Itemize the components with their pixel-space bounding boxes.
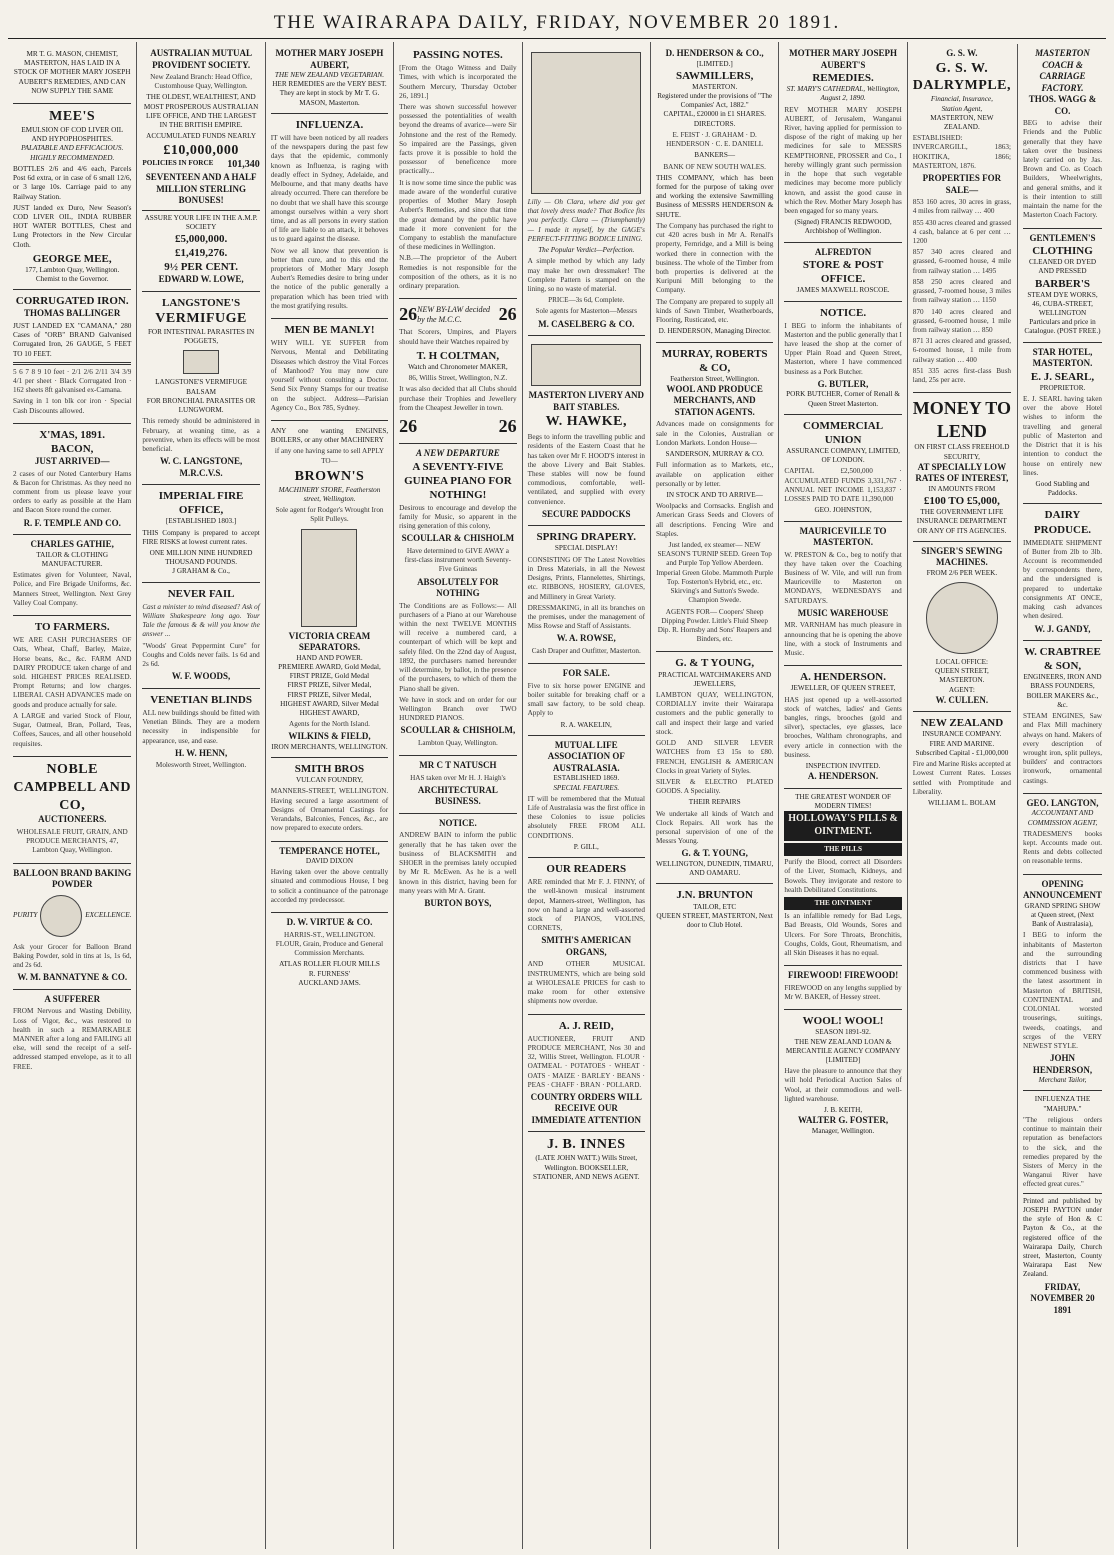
opening-title: OPENING ANNOUNCEMENT: [1023, 878, 1103, 901]
highest-award-2: HIGHEST AWARD,: [299, 708, 360, 717]
ad-ballinger: CORRUGATED IRON. THOMAS BALLINGER JUST LANDED EX "CAMANA," 280 Cases of "ORB" BRAND Galvanised Corrugated Iron, 26 GAUGE, 5 FEET TO 10 FEET. 5 6 7 8 9 10 feet · 2/1 2/6 2/11 3/4 3/9 4/1 per sheet · Black Corrugated Iron · 162 sheets 8ft galvanised ex-Camana. Saving in 1 ton blk cor iron · Special Cash Discounts allowed.: [13, 290, 131, 424]
ad-farmers: TO FARMERS. WE ARE CASH PURCHASERS OF Oats, Wheat, Chaff, Barley, Maize, Horse beans, &c., &c. FARM AND DAIRY PRODUCE taken charge of and sold. HIGHEST PRICES REALISED. Prompt Returns; and low charges. LIBERAL CASH ADVANCES made on goods and produce actually for sale. A LARGE and varied Stock of Flour, Sugar, Oatmeal, Bran, Pollard, Teas, Coffees, Sauces, and all other household requisites.: [13, 616, 131, 757]
keith-name: J. B. KEITH,: [823, 1106, 863, 1115]
mauriceville-title: MAURICEVILLE TO MASTERTON.: [799, 525, 887, 548]
henderson-registered: Registered under the provisions of "The Companies' Act, 1882.": [657, 92, 773, 110]
notice-title-7: NOTICE.: [819, 306, 867, 319]
henderson-masterton: MASTERTON.: [692, 82, 738, 91]
column-8a: [913, 44, 1011, 1547]
george-addr: 177, Lambton Quay, Wellington. Chemist to the Governor.: [25, 265, 120, 284]
ad-men: MEN BE MANLY! WHY WILL YE SUFFER from Nervous, Mental and Debilitating Diseases which destroy the Vital Forces of Manhood? You may now cure yourself without consulting a Doctor. Send Six Penny Stamps for our treatise on the subject. Address—Parisian Agency Co., Box 785, Sydney.: [271, 319, 388, 421]
temple-name: R. F. TEMPLE AND CO.: [23, 517, 121, 528]
steam-text: STEAM DYE WORKS,: [1027, 290, 1098, 299]
corset-caption: The Popular Verdict—Perfection.: [538, 246, 635, 255]
ad-holloway: THE GREATEST WONDER OF MODERN TIMES! HOLLOWAY'S PILLS & OINTMENT. THE PILLS Purify the Blood, correct all Disorders of the Liver, Stomach, Kidneys, and Bowels. They invigorate and restore to health Debilitated Constitutions. THE OINTMENT Is an infallible remedy for Bad Legs, Bad Breasts, Old Wounds, Sores and Ulcers. For Sore Throats, Bronchitis, Coughs, Colds, Gout, Rheumatism, and all Skin Diseases it has no equal.: [784, 789, 901, 966]
young-name-2: G. & T. YOUNG,: [681, 848, 748, 859]
ad-dalrymple: G. S. W. G. S. W. DALRYMPLE, Financial, Insurance, Station Agent, MASTERTON, NEW ZEALAND. ESTABLISHED: INVERCARGILL, 1863; HOKITIKA, 1866; MASTERTON, 1876. PROPERTIES FOR SALE— 853 160 acres, 30 acres in grass, 4 miles from railway … 400 855 430 acres cleared and grassed 4 cash, balance at 6 per cent … 1200 857 340 acres cleared and grassed, 6-roomed house, 4 mile from railway station … 1495 858 250 acres cleared and grassed, 7-roomed house, 3 miles from railway station … 1150 870 140 acres cleared and grassed, 6-roomed house, 1 mile from railway station … 850 871 31 acres cleared and grassed, 6-roomed house, 1 mile from railway station … 400 851 335 acres first-class Bush land, 25s per acre.: [913, 44, 1011, 393]
barbers-name: BARBER'S: [1034, 277, 1091, 290]
henderson-capital: CAPITAL, £20000 in £1 SHARES.: [663, 110, 766, 119]
wilkins-sub: IRON MERCHANTS, WELLINGTON.: [271, 742, 388, 751]
atlas-mills: ATLAS ROLLER FLOUR MILLS: [279, 960, 380, 969]
wagg-name: THOS. WAGG & CO.: [1028, 94, 1097, 116]
mees-title: MEE'S: [49, 109, 96, 125]
scoullar-name: SCOULLAR & CHISHOLM: [401, 533, 515, 544]
scoullar-name-2: SCOULLAR & CHISHOLM,: [400, 725, 516, 736]
wilkins-name: WILKINS & FIELD,: [288, 731, 371, 742]
ad-star: STAR HOTEL, MASTERTON. E. J. SEARL, PROPRIETOR. E. J. SEARL having taken over the above Hotel wishes to inform the travelling and general public of Masterton and the District that it is his intention to conduct the house on entirely new lines. Good Stabling and Paddocks.: [1023, 343, 1102, 505]
ad-readers: OUR READERS ARE reminded that Mr F. J. FINNY, of the well-known musical instrument depot, Manners-street, Wellington, has now on hand a large and well-assorted stock of PIANOS, VIOLINS, CORNETS, SMITH'S AMERICAN ORGANS, AND OTHER MUSICAL INSTRUMENTS, which are being sold at WHOLESALE PRICES for cash to make room for other extensive shipments now overdue.: [528, 858, 645, 1015]
ad-dairy: DAIRY PRODUCE. IMMEDIATE SHIPMENT of Butter from 2lb to 3lb. Account is recommended by correspondents there, and the undersigned is prepared to undertake consignments AT ONCE, making cash advances when desired. W. J. GANDY,: [1023, 504, 1102, 641]
ad-young: G. & T YOUNG, PRACTICAL WATCHMAKERS AND JEWELLERS, LAMBTON QUAY, WELLINGTON, CORDIALLY invite their Wairarapa customers and the public generally to call and inspect their large and varied stock. GOLD AND SILVER LEVER WATCHES from £3 15s to £80. FRENCH, ENGLISH & AMERICAN Clocks in great Variety of Styles. SILVER & ELECTRO PLATED GOODS. A Speciality. THEIR REPAIRS We undertake all kinds of Watch and Clock Repairs. All work has the personal supervision of one of the Messrs Young. G. & T. YOUNG, WELLINGTON, DUNEDIN, TIMARU, AND OAMARU.: [656, 652, 773, 884]
ad-virtue: D. W. VIRTUE & CO. HARRIS-ST., WELLINGTON. FLOUR, Grain, Produce and General Commission Merchants. ATLAS ROLLER FLOUR MILLS R. FURNESS' AUCKLAND JAMS.: [271, 913, 388, 993]
murray-sub: Featherston Street, Wellington.: [670, 374, 760, 383]
singers-local: LOCAL OFFICE:: [935, 658, 988, 666]
column-4: [393, 42, 521, 1549]
natusch-name: MR C T NATUSCH: [419, 760, 497, 771]
john-henderson-name: JOHN HENDERSON,: [1032, 1053, 1093, 1075]
ad-sufferer: A SUFFERER FROM Nervous and Wasting Debility, Loss of Vigor, &c., was restored to health in such a REMARKABLE MANNER after a long and FAILING all else, will send the receipt of a self-addressed stamped envelope, as it to all FREE.: [13, 993, 132, 1071]
johnston-name: GEO. JOHNSTON,: [814, 506, 872, 515]
printed-text: Printed and published by JOSEPH PAYTON under the style of Hon & C Payton & Co., at the registered office of the Wairarapa Daily, Church street, Masterton, County Wairarapa East New Zealand.: [1023, 1196, 1102, 1279]
temperance-title: TEMPERANCE HOTEL,: [279, 845, 380, 856]
masthead: [8, 8, 1106, 39]
brunton-addr: QUEEN STREET, MASTERTON, Next door to Club Hotel.: [656, 911, 773, 929]
langton-sub: ACCOUNTANT AND COMMISSION AGENT,: [1027, 809, 1098, 827]
venetian-title: VENETIAN BLINDS: [150, 693, 252, 706]
codliver-text: JUST landed ex Duro, New Season's COD LIVER OIL, INDIA RUBBER HOT WATER BOTTLES, Chest and Lung Protectors in the New Circular Cloth.: [13, 203, 132, 249]
aubert-body: HER REMEDIES are the VERY BEST.: [272, 80, 387, 89]
ad-influenza: INFLUENZA. IT will have been noticed by all readers of the newspapers during the past few days that the epidemic, commonly known as Influenza, is raging with deadly effect in Sydney, Adelaide, and Melbourne, and that many deaths have already occurred. There can therefore be no doubt that we shall have this scourge amongst ourselves within a very short time, and as all persons in every station of life are liable to an attack, it behoves us to guard against the disease. Now we all know that prevention is better than cure, and to this end the proprietors of Mother Mary Joseph Aubert's Remedies desire to bring under the notice of the public generally a preparation which has been tried with the most gratifying results.: [271, 114, 388, 319]
expenses-rate: 9½ PER CENT.: [164, 261, 238, 274]
ad-commercial: COMMERCIAL UNION ASSURANCE COMPANY, LIMITED, OF LONDON. CAPITAL £2,500,000 · ACCUMULATED FUNDS 3,331,767 · ANNUAL NET INCOME 1,153,837 · LOSSES PAID TO DATE 11,390,000 GEO. JOHNSTON,: [784, 415, 901, 522]
mutual-features: SPECIAL FEATURES.: [553, 783, 620, 792]
assure-text: ASSURE YOUR LIFE IN THE A.M.P. SOCIETY: [144, 213, 258, 232]
ad-noble: NOBLE CAMPBELL AND CO, AUCTIONEERS. WHOLESALE FRUIT, GRAIN, AND PRODUCE MERCHANTS, 47, Lambton Quay, Wellington.: [13, 757, 131, 864]
ad-engines: ANY one wanting ENGINES, BOILERS, or any other MACHINERY if any one having same to sell APPLY TO— BROWN'S MACHINERY STORE, Featherston street, Wellington. Sole agent for Rodger's Wrought Iron Split Pulleys. VICTORIA CREAM SEPARATORS. HAND AND POWER. PREMIERE AWARD, Gold Medal, FIRST PRIZE, Gold Medal FIRST PRIZE, Silver Medal, FIRST PRIZE, Silver Medal, HIGHEST AWARD, Silver Medal HIGHEST AWARD, Agents for the North Island. WILKINS & FIELD, IRON MERCHANTS, WELLINGTON.: [271, 421, 388, 758]
bolam-name: WILLIAM L. BOLAM: [928, 799, 996, 807]
nz-ins-sub: INSURANCE COMPANY.: [922, 730, 1002, 739]
fire-text: THIS Company is prepared to accept FIRE RISKS at lowest current rates.: [142, 528, 260, 546]
mees-body: BOTTLES 2/6 and 4/6 each, Parcels Post 6d extra, or in case of 6 small 12/6, or 3 large 10s. Carriage paid to any Railway Station.: [13, 164, 132, 201]
forsale-title: FOR SALE.: [562, 668, 610, 679]
excellence-label: EXCELLENCE.: [85, 911, 132, 920]
bonuses-title: SEVENTEEN AND A HALF MILLION STERLING BONUSES!: [145, 172, 257, 206]
gathie-name: CHARLES GATHIE,: [30, 539, 114, 550]
ad-xmas: X'MAS, 1891. BACON, JUST ARRIVED— 2 cases of our Noted Canterbury Hams & Bacon for Christmas. As they need no comment from us please leave your orders to early as possible at the Ham and Bacon Store round the corner. R. F. TEMPLE AND CO.: [13, 424, 131, 535]
virtue-name: D. W. VIRTUE & CO.: [286, 917, 373, 928]
money-range: £100 TO £5,000,: [923, 495, 1000, 508]
butler-sub: PORK BUTCHER, Corner of Renall & Queen Street Masterton.: [786, 390, 900, 408]
ten-million: £10,000,000: [163, 142, 239, 158]
commercial-sub: ASSURANCE COMPANY, LIMITED, OF LONDON.: [786, 447, 900, 465]
murray-name: MURRAY, ROBERTS & CO,: [661, 347, 768, 374]
balsam-text: LANGSTONE'S VERMIFUGE BALSAM: [155, 378, 248, 396]
ad-amp: AUSTRALIAN MUTUAL PROVIDENT SOCIETY. New Zealand Branch: Head Office, Customhouse Quay, Wellington. THE OLDEST, WEALTHIEST, AND MOST PROSPEROUS AUSTRALIAN LIFE OFFICE, AND THE LARGEST IN THE BRITISH EMPIRE. ACCUMULATED FUNDS NEARLY £10,000,000 POLICIES IN FORCE 101,340 SEVENTEEN AND A HALF MILLION STERLING BONUSES! ASSURE YOUR LIFE IN THE A.M.P. SOCIETY £5,000,000. £1,419,276. 9½ PER CENT. EDWARD W. LOWE,: [142, 44, 259, 292]
hawke-name: W. HAWKE,: [545, 414, 627, 430]
lowe-name: EDWARD W. LOWE,: [158, 274, 244, 285]
ad-forsale: FOR SALE. Five to six horse power ENGINE and boiler suitable for breaking chaff or a small saw factory, to be sold cheap. Apply to R. A. WAKELIN,: [528, 664, 645, 736]
dairy-title: DAIRY PRODUCE.: [1033, 509, 1092, 536]
first-prize-2: FIRST PRIZE, Silver Medal,: [287, 681, 372, 690]
searl-name: E. J. SEARL,: [1030, 370, 1095, 383]
column-2: [136, 42, 264, 1549]
wakelin-name: R. A. WAKELIN,: [560, 720, 612, 729]
dalrymple-masterton: MASTERTON, NEW ZEALAND.: [930, 113, 994, 131]
ad-influenza-9: INFLUENZA THE "MAHUPA." "The religious orders continue to maintain their reputation as benefactors to the sick, and the remedies prepared by the Sisters of Mercy in the Wanganui River have effected great cures." Printed and published by JOSEPH PAYTON under the style of Hon & C Payton & Co., at the registered office of the Wairarapa Daily, Church street, Masterton, County Wairarapa East New Zealand. FRIDAY, NOVEMBER 20 1891: [1023, 1095, 1102, 1315]
ad-passing: PASSING NOTES. [From the Otago Witness and Daily Times, with which is incorporated the Southern Mercury, Thursday October 26, 1891.] There was shown successful however possessed the potentialities of wealth beyond the dreams of avarice—were Sir Johnstone and the rest of the Remedy. So impaired are the Passings, given facts prove it is possible to hold the possessor of beneficence more practically... It is now some time since the public was made aware of the wonderful curative properties of Mother Mary Joseph Aubert's Remedies, and since that time the great demand by the public have made it more convenient for the Company to establish the manufacture of these medicines in Wellington. N.B.—The proprietor of the Aubert Remedies is not responsible for the composition of the others, as it is no ordinary preparation.: [399, 44, 516, 299]
inspection-text: INSPECTION INVITED.: [805, 762, 881, 771]
noble-sub: AUCTIONEERS.: [38, 814, 107, 825]
brunton-sub: TAILOR, ETC: [693, 902, 737, 911]
store-title: STORE & POST OFFICE.: [802, 259, 884, 286]
gentlemen-title: GENTLEMEN'S: [1029, 232, 1096, 243]
ad-langstone: LANGSTONE'S VERMIFUGE FOR INTESTINAL PARASITES IN POGGETS, LANGSTONE'S VERMIFUGE BALSAM FOR BRONCHIAL PARASITES OR LUNGWORM. This remedy should be administered in February, at weaning time, as a preventive, when its effects will be most beneficial. W. C. LANGSTONE, M.R.C.V.S.: [142, 292, 259, 485]
just-arrived: JUST ARRIVED—: [34, 456, 110, 467]
money-rates: AT SPECIALLY LOW RATES OF INTEREST,: [915, 461, 1009, 484]
men-title: MEN BE MANLY!: [284, 324, 375, 337]
young-sub: PRACTICAL WATCHMAKERS AND JEWELLERS,: [658, 670, 772, 688]
column-8: [907, 42, 1106, 1549]
ad-mutual: MUTUAL LIFE ASSOCIATION OF AUSTRALASIA. ESTABLISHED 1869. SPECIAL FEATURES. IT will be remembered that the Mutual Life of Australasia was the first office in these Colonies to issue policies absolutely FREE FROM ALL CONDITIONS. P. GILL,: [528, 736, 645, 858]
browns-sub: MACHINERY STORE, Featherston street, Wellington.: [278, 485, 381, 503]
passing-title: PASSING NOTES.: [413, 49, 503, 61]
column-5: [522, 42, 650, 1549]
cleaned-text: CLEANED OR DYED AND PRESSED: [1028, 258, 1097, 276]
in-stock: IN STOCK AND TO ARRIVE—: [666, 490, 763, 499]
mason-text: MR T. G. MASON, CHEMIST, MASTERTON, HAS LAID IN A STOCK OF MOTHER MARY JOSEPH AUBERT'S REMEDIES, AND CAN NOW SUPPLY THE SAME: [13, 50, 131, 95]
by-law-num-right: 26: [498, 304, 517, 325]
murray-wool: WOOL AND PRODUCE MERCHANTS, AND STATION AGENTS.: [666, 383, 763, 417]
newspaper-title: THE WAIRARAPA DAILY, FRIDAY, NOVEMBER 20 1891.: [273, 12, 841, 33]
henderson-ltd: [LIMITED.]: [696, 59, 733, 68]
column-3: [265, 42, 393, 1549]
ad-smith: SMITH BROS VULCAN FOUNDRY, MANNERS-STREET, WELLINGTON. Having secured a large assortment of Designs of Ornamental Castings for Verandahs, Balconies, Fences, &c., are now prepared to execute orders.: [271, 758, 388, 841]
aubert-title: MOTHER MARY JOSEPH AUBERT,: [275, 48, 384, 70]
influenza-title: INFLUENZA.: [295, 118, 364, 131]
coltman-name: T. H COLTMAN,: [416, 349, 500, 362]
ad-mason: [13, 44, 131, 104]
george-mee: GEORGE MEE,: [32, 252, 112, 265]
money-title: MONEY TO LEND: [912, 398, 1011, 442]
issue-date: FRIDAY, NOVEMBER 20 1891: [1030, 1281, 1095, 1315]
browns-title: BROWN'S: [294, 468, 365, 484]
young-name: G. & T YOUNG,: [675, 657, 755, 670]
five-million: £5,000,000.: [174, 233, 228, 246]
ballinger-name: THOMAS BALLINGER: [24, 308, 121, 319]
langstone-title: LANGSTONE'S: [162, 297, 241, 309]
holloway-hd: THE GREATEST WONDER OF MODERN TIMES!: [795, 792, 891, 811]
dalrymple-name: G. S. W. DALRYMPLE,: [912, 60, 1011, 94]
ad-nz-insurance: NEW ZEALAND INSURANCE COMPANY. FIRE AND MARINE. Subscribed Capital - £1,000,000 Fire and Marine Risks accepted at Lowest Current Rates. Losses settled with Promptitude and Liberality. WILLIAM L. BOLAM: [912, 717, 1011, 807]
ad-venetian: VENETIAN BLINDS ALL new buildings should be fitted with Venetian Blinds. They are a modern necessity in indispensible for appearance, use, and ease. H. W. HENN, Molesworth Street, Wellington.: [142, 693, 260, 770]
crabtree-name: W. CRABTREE & SON,: [1024, 646, 1101, 673]
seventy-title: A SEVENTY-FIVE GUINEA PIANO FOR NOTHING!: [404, 460, 512, 501]
country-orders: COUNTRY ORDERS WILL RECEIVE OUR IMMEDIATE ATTENTION: [530, 1091, 642, 1125]
paddocks-title: SECURE PADDOCKS: [541, 508, 631, 519]
young-addr: WELLINGTON, DUNEDIN, TIMARU, AND OAMARU.: [656, 859, 774, 878]
accumulated: ACCUMULATED FUNDS NEARLY: [146, 132, 257, 141]
balloon-logo: [40, 895, 82, 937]
by-law-text: NEW BY-LAW decided by the M.C.C.: [417, 304, 491, 324]
ad-barbers: [1023, 229, 1102, 343]
ad-piano: A NEW DEPARTURE A SEVENTY-FIVE GUINEA PIANO FOR NOTHING! Desirous to encourage and develop the family for Music, so apparent in the rising generation of this colony, SCOULLAR & CHISHOLM Have determined to GIVE AWAY a first-class instrument worth Seventy-Five Guineas ABSOLUTELY FOR NOTHING The Conditions are as Follows:— All purchasers of a Piano at our Warehouse within the next TWELVE MONTHS will receive a numbered card, a counterpart of which will be kept and safely filed. On the 22nd day of August, 1892, the purchasers named hereunder will determine, by ballot, in the presence of the purchasers, to which of them the Piano shall be given. We have in stock and on order for our Wellington Branch over TWO HUNDRED PIANOS. SCOULLAR & CHISHOLM, Lambton Quay, Wellington.: [399, 444, 516, 756]
ad-natusch: MR C T NATUSCH HAS taken over Mr H. J. Haigh's ARCHITECTURAL BUSINESS.: [399, 756, 516, 814]
ad-coach: MASTERTON COACH & CARRIAGE FACTORY. THOS. WAGG & CO. BEG to advise their Friends and the Public generally that they have taken over the business lately carried on by Jas. Brown and Co. as Coach Builders, Wheelwrights, and general smiths, and it is their intention to still maintain the name for the Masterton Coach Factory.: [1023, 44, 1102, 229]
dalrymple-initials: G. S. W.: [946, 48, 978, 58]
never-fail-title: NEVER FAIL: [167, 587, 235, 600]
a-henderson-name: A. HENDERSON.: [800, 671, 886, 684]
henderson-directors: DIRECTORS.: [693, 119, 736, 128]
dalrymple-station: Station Agent,: [941, 104, 983, 113]
lungworm-text: FOR BRONCHIAL PARASITES OR LUNGWORM.: [146, 396, 256, 415]
engines-text: ANY one wanting ENGINES, BOILERS, or any other MACHINERY: [270, 426, 389, 445]
remedies-title: REMEDIES.: [812, 72, 874, 85]
star-title: STAR HOTEL, MASTERTON.: [1032, 346, 1093, 369]
wellington-text: WELLINGTON: [1038, 309, 1087, 318]
ad-langton: GEO. LANGTON, ACCOUNTANT AND COMMISSION AGENT, TRADESMEN'S books kept. Accounts made out. Rents and debts collected on reasonable terms.: [1023, 794, 1102, 875]
ad-firewood: FIREWOOD! FIREWOOD! FIREWOOD on any lengths supplied by Mr W. BAKER, of Hessey street.: [784, 966, 901, 1010]
singer-logo: [926, 582, 998, 654]
firewood-title: FIREWOOD! FIREWOOD!: [787, 970, 899, 981]
repairs-title: THEIR REPAIRS: [688, 798, 741, 807]
rowse-name: W. A. ROWSE,: [556, 633, 616, 644]
xmas-title: X'MAS, 1891.: [39, 428, 106, 441]
premiere-award: PREMIERE AWARD, Gold Medal,: [278, 662, 381, 671]
stabling-text: Good Stabling and Paddocks.: [1035, 480, 1090, 498]
ballinger-body: JUST LANDED EX "CAMANA," 280 Cases of "ORB" BRAND Galvanised Corrugated Iron, 26 GAUGE, 5 FEET TO 10 FEET.: [13, 321, 132, 358]
influenza-9-title: INFLUENZA THE "MAHUPA.": [1034, 1095, 1091, 1113]
searl-proprietor: PROPRIETOR.: [1039, 383, 1086, 392]
highest-award-1: HIGHEST AWARD, Silver Medal: [280, 699, 379, 708]
departure-title: A NEW DEPARTURE: [416, 448, 500, 458]
vermifuge-title: VERMIFUGE: [155, 311, 247, 327]
singers-title: SINGER'S SEWING: [921, 545, 1003, 556]
column-6: [650, 42, 778, 1549]
ad-reid: A. J. REID, AUCTIONEER, FRUIT AND PRODUCE MERCHANT, Nos 30 and 32, Willis Street, Wellington. FLOUR · OATMEAL · POTATOES · WHEAT · OATS · MAIZE · BARLEY · BEANS · PEAS · CHAFF · BRAN · POLLARD. COUNTRY ORDERS WILL RECEIVE OUR IMMEDIATE ATTENTION: [528, 1015, 645, 1133]
foster-name: WALTER G. FOSTER,: [797, 1115, 889, 1126]
furness-name: R. FURNESS': [308, 969, 351, 978]
mutual-title: MUTUAL LIFE ASSOCIATION OF AUSTRALASIA.: [547, 739, 625, 773]
sufferer-title: A SUFFERER: [44, 993, 101, 1004]
dalrymple-financial: Financial, Insurance,: [930, 95, 993, 104]
ad-singers: [913, 542, 1011, 713]
vet-name: W. C. LANGSTONE, M.R.C.V.S.: [159, 456, 243, 478]
prices-text: Particulars and price in Catalogue. (POST FREE.): [1024, 318, 1101, 336]
wool-title: WOOL! WOOL!: [802, 1015, 884, 1028]
hand-power: HAND AND POWER.: [296, 653, 363, 662]
ad-opening: OPENING ANNOUNCEMENT GRAND SPRING SHOW at Queen street, (Next Bank of Australasia), I BEG to inform the inhabitants of Masterton and the surrounding districts that I have commenced business with the latest assortment in Masterton of BRITISH, CONTINENTAL and COLONIAL worsted trouserings, suitings, tweeds, coatings, and scrges of the VERY NEWEST STYLE. JOHN HENDERSON, Merchant Tailor,: [1023, 875, 1102, 1092]
sawmillers-title: SAWMILLERS,: [676, 69, 754, 82]
amp-sub: THE OLDEST, WEALTHIEST, AND MOST PROSPEROUS AUSTRALIAN LIFE OFFICE, AND THE LARGEST IN THE BRITISH EMPIRE.: [143, 93, 259, 130]
first-prize-3: FIRST PRIZE, Silver Medal,: [287, 690, 372, 699]
ad-murray: MURRAY, ROBERTS & CO, Featherston Street, Wellington. WOOL AND PRODUCE MERCHANTS, AND STATION AGENTS. Advances made on consignments for sale in the Colonies, Australian or London Markets. London House— SANDERSON, MURRAY & CO. Full information as to Markets, etc., available on application either personally or by letter. IN STOCK AND TO ARRIVE— Woolpacks and Cornsacks. English and American Grass Seeds and Clovers of all descriptions. Fencing Wire and Staples. Just landed, ex steamer— NEW SEASON'S TURNIP SEED. Green Top and Purple Top Yellow Aberdeen. Imperial Green Globe. Mammoth Purple Top. Fosterton's Hybrid, etc., etc. Skirving's and Sutton's Swede. Champion Swede. AGENTS FOR— Coopers' Sheep Dipping Powder. Little's Fluid Sheep Dip. R. Hornsby and Sons' Reapers and Binders, etc.: [656, 343, 773, 653]
ad-imperial: [142, 485, 259, 582]
by-law-num-right-2: 26: [498, 415, 517, 436]
ad-balloon: BALLOON BRAND BAKING POWDER PURITY EXCELLENCE. Ask your Grocer for Balloon Brand Baking Powder, sold in tins at 1s, 1s 6d, and 2s 6d. W. M. BANNATYNE & CO.: [13, 864, 131, 990]
subscribed-capital: Subscribed Capital - £1,000,000: [915, 748, 1009, 757]
roscoe-name: JAMES MAXWELL ROSCOE.: [796, 286, 890, 295]
alfredton-title: ALFREDTON: [814, 246, 872, 257]
columns: [8, 42, 1106, 1549]
money-freehold: ON FIRST CLASS FREEHOLD SECURITY,: [914, 443, 1010, 461]
burton-name: BURTON BOYS,: [424, 898, 492, 908]
bannatyne-name: W. M. BANNATYNE & CO.: [17, 972, 128, 983]
reid-name: A. J. REID,: [558, 1019, 614, 1032]
graham-name: J GRAHAM & Co.,: [172, 567, 230, 576]
brunton-name: J.N. BRUNTON: [676, 889, 753, 902]
grand-text: GRAND SPRING SHOW at Queen street, (Next Bank of Australasia),: [1024, 901, 1101, 929]
special-display: SPECIAL DISPLAY!: [554, 544, 618, 553]
livery-title: MASTERTON LIVERY AND BAIT STABLES.: [528, 390, 644, 412]
victoria-title: VICTORIA CREAM SEPARATORS.: [288, 630, 371, 653]
ad-henderson: D. HENDERSON & CO., [LIMITED.] SAWMILLERS, MASTERTON. Registered under the provisions of "The Companies' Act, 1882." CAPITAL, £20000 in £1 SHARES. DIRECTORS. E. FEIST · J. GRAHAM · D. HENDERSON · C. E. DANIELL BANKERS— BANK OF NEW SOUTH WALES. THIS COMPANY, which has been formed for the purpose of taking over and working the extensive Sawmilling Business of MESSRS HENDERSON & SHUTE. The Company has purchased the right to cut 420 acres bush in Mr A. Renall's property, Fernridge, and a Mill is being worked there in connection with the business. The whole of the Timber from both properties is delivered at the Kuripuni Mill belonging to the Company. The Company are prepared to supply all kinds of Sawn Timber, Weatherboards, Flooring, Rusticated, etc. D. HENDERSON, Managing Director.: [656, 44, 773, 343]
cuba-text: 46, CUBA-STREET,: [1032, 299, 1093, 308]
gandy-name: W. J. GANDY,: [1034, 623, 1091, 634]
bacon-title: BACON,: [50, 443, 94, 455]
column-1: [8, 42, 136, 1549]
mees-tag: PALATABLE AND EFFICACIOUS. HIGHLY RECOMMENDED.: [21, 144, 124, 162]
aubert-stock: They are kept in stock by Mr T. G. MASON, Masterton.: [279, 89, 380, 107]
absolutely-title: ABSOLUTELY FOR NOTHING: [417, 576, 499, 599]
butler-name: G. BUTLER,: [817, 378, 869, 389]
ad-a-henderson: A. HENDERSON. JEWELLER, OF QUEEN STREET, HAS just opened up a well-assorted stock of watches, ladies' and Gents bangles, rings, brooches (gold and silver), spectacles, eye glasses, lace brooches, Waltham chronographs, and every article in connection with the business. INSPECTION INVITED. A. HENDERSON.: [784, 666, 901, 789]
column-8b: [1017, 44, 1106, 1547]
money-amounts: IN AMOUNTS FROM: [928, 484, 996, 493]
jeweller-sub: JEWELLER, OF QUEEN STREET,: [790, 684, 896, 693]
ad-coltman: 26 NEW BY-LAW decided by the M.C.C. 26 That Scorers, Umpires, and Players should have their Watches repaired by T. H COLTMAN, Watch and Chronometer MAKER, 86, Willis Street, Wellington, N.Z. It was also decided that all Clubs should purchase their Trophies and Jewellery from the Cheapest Jeweller in town. 26 26: [399, 299, 516, 444]
coach-illustration: [531, 344, 641, 386]
purity-label: PURITY: [13, 911, 38, 920]
smith-sub: VULCAN FOUNDRY,: [295, 776, 363, 785]
imperial-est: [ESTABLISHED 1803.]: [165, 517, 237, 526]
a-henderson-name-2: A. HENDERSON.: [807, 771, 879, 782]
amp-title: AUSTRALIAN MUTUAL PROVIDENT SOCIETY.: [150, 48, 252, 70]
holloway-title: HOLLOWAY'S PILLS & OINTMENT.: [784, 811, 901, 841]
henderson-name: D. HENDERSON & CO.,: [665, 48, 764, 58]
architectural-title: ARCHITECTURAL BUSINESS.: [417, 784, 498, 807]
column-7: [778, 42, 906, 1549]
henderson-managing: D. HENDERSON, Managing Director.: [658, 327, 771, 336]
noble-name: NOBLE CAMPBELL AND CO,: [13, 761, 131, 813]
policies-label: POLICIES IN FORCE: [142, 159, 214, 168]
clothing-title: CLOTHING: [1032, 245, 1093, 258]
music-warehouse: MUSIC WAREHOUSE: [797, 607, 889, 618]
ad-crabtree: W. CRABTREE & SON, ENGINEERS, IRON AND BRASS FOUNDERS, BOILER MAKERS &c., &c. STEAM ENGINES, Saw and Flax Mill machinery always on hand. Makers of every description of wrought iron, split pulleys, builders' and contractors ironwork, ornamental castings.: [1023, 641, 1102, 794]
new-business: £1,419,276.: [174, 247, 228, 260]
sheep-image: [183, 350, 219, 374]
commercial-title: COMMERCIAL UNION: [803, 419, 884, 446]
smith-title: SMITH BROS: [294, 763, 365, 776]
aubert-sub: THE NEW ZEALAND VEGETARIAN.: [274, 71, 385, 80]
henn-name: H. W. HENN,: [174, 747, 228, 758]
langton-name: GEO. LANGTON,: [1026, 797, 1099, 808]
foster-sub: Manager, Wellington.: [811, 1126, 875, 1135]
gathie-sub: TAILOR & CLOTHING MANUFACTURER.: [36, 550, 109, 568]
ad-hawke: MASTERTON LIVERY AND BAIT STABLES. W. HAWKE, Begs to inform the travelling public and residents of the Eastern Coast that he has taken over Mr F. HOOD'S interest in the above Livery and Bait Stables. These stables will now be found commodious, comfortable, well-ventilated, and supplied with every convenience. SECURE PADDOCKS: [528, 336, 645, 526]
fire-marine: FIRE AND MARINE.: [929, 739, 995, 748]
imperial-capital: ONE MILLION NINE HUNDRED THOUSAND POUNDS.: [149, 549, 253, 567]
ad-corset: Lilly — Oh Clara, where did you get that lovely dress made? That Bodice fits you perfectly. Clara — (Triumphantly) — I made it myself, by the GAGE's PERFECT-FITTING BODICE LINING. The Popular Verdict—Perfection. A simple method by which any lady may make her own dressmaker! The Complete Pattern is stamped on the lining, so no waste of material. PRICE—3s 6d, Complete. Sole agents for Masterton—Messrs M. CASELBERG & CO.: [528, 44, 645, 336]
season-text: SEASON 1891-92.: [815, 1028, 871, 1037]
coach-title: MASTERTON COACH & CARRIAGE FACTORY.: [1035, 48, 1090, 93]
ad-never-fail: NEVER FAIL Cast a minister to mind diseased? Ask of William Shakespeare long ago. Your Tale the famous & & will you know the answer ... "Woods' Great Peppermint Cure" for Coughs and Colds never fails. 1s 6d and 2s 6d. W. F. WOODS,: [142, 583, 259, 689]
money-govt: THE GOVERNMENT LIFE INSURANCE DEPARTMENT: [916, 508, 1007, 526]
corset-illustration: [531, 52, 641, 194]
crabtree-engineers: ENGINEERS, IRON AND BRASS FOUNDERS, BOILER MAKERS &c., &c.: [1023, 673, 1102, 709]
ad-alfredton: [784, 243, 901, 302]
ad-mauriceville: MAURICEVILLE TO MASTERTON. W. PRESTON & Co., beg to notify that they have taken over the Coaching Business of W. Vile, and will run from Mauriceville to Masterton on MONDAYS, WEDNESDAYS and SATURDAYS. MUSIC WAREHOUSE MR. VARNHAM has much pleasure in announcing that he is opening the above line, with a stock of Instruments and Music.: [784, 522, 901, 667]
readers-title: OUR READERS: [546, 863, 627, 876]
ad-brunton: [656, 884, 773, 935]
organs-title: SMITH'S AMERICAN ORGANS,: [541, 935, 632, 957]
imperial-title: IMPERIAL FIRE OFFICE,: [158, 490, 244, 517]
redwood-sign: (Signed) FRANCIS REDWOOD, Archbishop of Wellington.: [794, 218, 892, 236]
merchant-tailor: Merchant Tailor,: [1038, 1076, 1087, 1085]
woods-name: W. F. WOODS,: [171, 671, 231, 682]
singers-machines: MACHINES.: [936, 557, 988, 568]
henderson-company: THIS COMPANY, which has been formed for the purpose of taking over and working the extensive Sawmilling Business of MESSRS HENDERSON & SHUTE.: [655, 173, 774, 219]
ad-mees: [13, 104, 131, 290]
money-agencies: OR ANY OF ITS AGENCIES.: [917, 526, 1007, 535]
notice-title-4: NOTICE.: [438, 817, 477, 828]
ad-gathie: CHARLES GATHIE, TAILOR & CLOTHING MANUFACTURER. Estimates given for Volunteer, Naval, Police, and Fire Brigade Uniforms, &c. Manners Street, Wellington. Next Grey Valley Coal Company.: [13, 535, 131, 616]
ad-innes: [528, 1132, 645, 1187]
sanderson-name: SANDERSON, MURRAY & CO.: [665, 450, 764, 459]
first-prize-1: FIRST PRIZE, Gold Medal: [289, 672, 370, 681]
balloon-title: BALLOON BRAND BAKING POWDER: [13, 867, 132, 890]
policies-num: 101,340: [227, 159, 260, 171]
mees-sub: EMULSION OF COD LIVER OIL AND HYPOPHOSPHITES.: [21, 126, 124, 144]
auckland-jams: AUCKLAND JAMS.: [298, 978, 361, 987]
ad-temperance: TEMPERANCE HOTEL, DAVID DIXON Having taken over the above centrally situated and commodious House, I beg to solicit a continuance of the patronage accorded my predecessor.: [271, 842, 388, 914]
farmers-title: TO FARMERS.: [34, 621, 110, 634]
ad-aubert: [271, 44, 388, 114]
henderson-bankers: BANKERS—: [694, 151, 736, 160]
ad-money: [913, 393, 1011, 541]
singers-agent: AGENT:: [948, 685, 975, 694]
singers-queen: QUEEN STREET, MASTERTON.: [935, 667, 989, 685]
nz-loan-title: THE NEW ZEALAND LOAN & MERCANTILE AGENCY COMPANY [LIMITED]: [785, 1037, 901, 1064]
by-law-num-left-2: 26: [399, 415, 418, 436]
caselberg-name: M. CASELBERG & CO.: [538, 318, 635, 329]
mutual-established: ESTABLISHED 1869.: [553, 774, 620, 783]
ad-wool: WOOL! WOOL! SEASON 1891-92. THE NEW ZEALAND LOAN & MERCANTILE AGENCY COMPANY [LIMITED] Have the pleasure to announce that they will hold Periodical Auction Sales of Wool, at their commodious and well-lighted warehouse. J. B. KEITH, WALTER G. FOSTER, Manager, Wellington.: [784, 1015, 902, 1135]
aubert-title-7: MOTHER MARY JOSEPH AUBERT'S: [789, 48, 897, 70]
gill-name: P. GILL,: [573, 842, 599, 851]
innes-name: J. B. INNES: [546, 1137, 626, 1153]
ad-notice-7: NOTICE. I BEG to inform the inhabitants of Masterton and the public generally that I have leased the shop at the corner of Upper Plain Road and Queen Street, Masterton, where I have commenced business as a Pork Butcher. G. BUTLER, PORK BUTCHER, Corner of Renall & Queen Street Masterton.: [784, 302, 901, 415]
separator-image: [301, 529, 357, 627]
cathedral-text: ST. MARY'S CATHEDRAL, Wellington, August 2, 1890.: [786, 85, 900, 103]
ad-spring: SPRING DRAPERY. SPECIAL DISPLAY! CONSISTING OF The Latest Novelties in Dress Materials, in all the Newest Designs, Prints, Flannelettes, Shirtings, etc. RIBBONS, HOSIERY, GLOVES, and Millinery in Great Variety. DRESSMAKING, in all its branches on the premises, under the management of Miss Rowse and Staff of Assistants. W. A. ROWSE, Cash Draper and Outfitter, Masterton.: [528, 526, 645, 664]
cullen-name: W. CULLEN.: [935, 694, 989, 705]
properties-title: PROPERTIES FOR SALE—: [922, 173, 1002, 195]
the-pills: THE PILLS: [784, 843, 901, 856]
spring-title: SPRING DRAPERY.: [536, 531, 636, 544]
the-ointment: THE OINTMENT: [784, 897, 901, 910]
coltman-sub: Watch and Chronometer MAKER,: [408, 362, 508, 371]
ad-notice-4: NOTICE. ANDREW BAIN to inform the public generally that he has taken over the business of BLACKSMITH and SHOER in the premises lately occupied by Mr R. McEwen. As he is a well known in this district, having been for many years with Mr A. Grant. BURTON BOYS,: [399, 817, 517, 908]
dixon-name: DAVID DIXON: [305, 857, 354, 866]
singers-from: FROM 2/6 PER WEEK.: [926, 568, 998, 577]
ad-aubert-7: MOTHER MARY JOSEPH AUBERT'S REMEDIES. ST. MARY'S CATHEDRAL, Wellington, August 2, 1890. REV MOTHER MARY JOSEPH AUBERT, of Jerusalem, Wanganui River, having applied for permission to dispose of the right of making up her medicines for sale to MESSRS KEMPTHORNE, PROSSER and Co., I hereby willingly grant such permission in the hope that such vegetable medicines may become more publicly known, and assist the good cause in which the Rev. Mother Mary Joseph has been engaged for so many years. (Signed) FRANCIS REDWOOD, Archbishop of Wellington.: [784, 44, 901, 243]
parasites-text: FOR INTESTINAL PARASITES IN POGGETS,: [147, 327, 255, 346]
iron-title: CORRUGATED IRON.: [15, 295, 129, 308]
by-law-num-left: 26: [399, 304, 418, 325]
nz-ins-title: NEW ZEALAND: [920, 717, 1004, 730]
innes-sub: (LATE JOHN WATT.) Wills Street, Wellington. BOOKSELLER, STATIONER, AND NEWS AGENT.: [533, 1154, 640, 1181]
